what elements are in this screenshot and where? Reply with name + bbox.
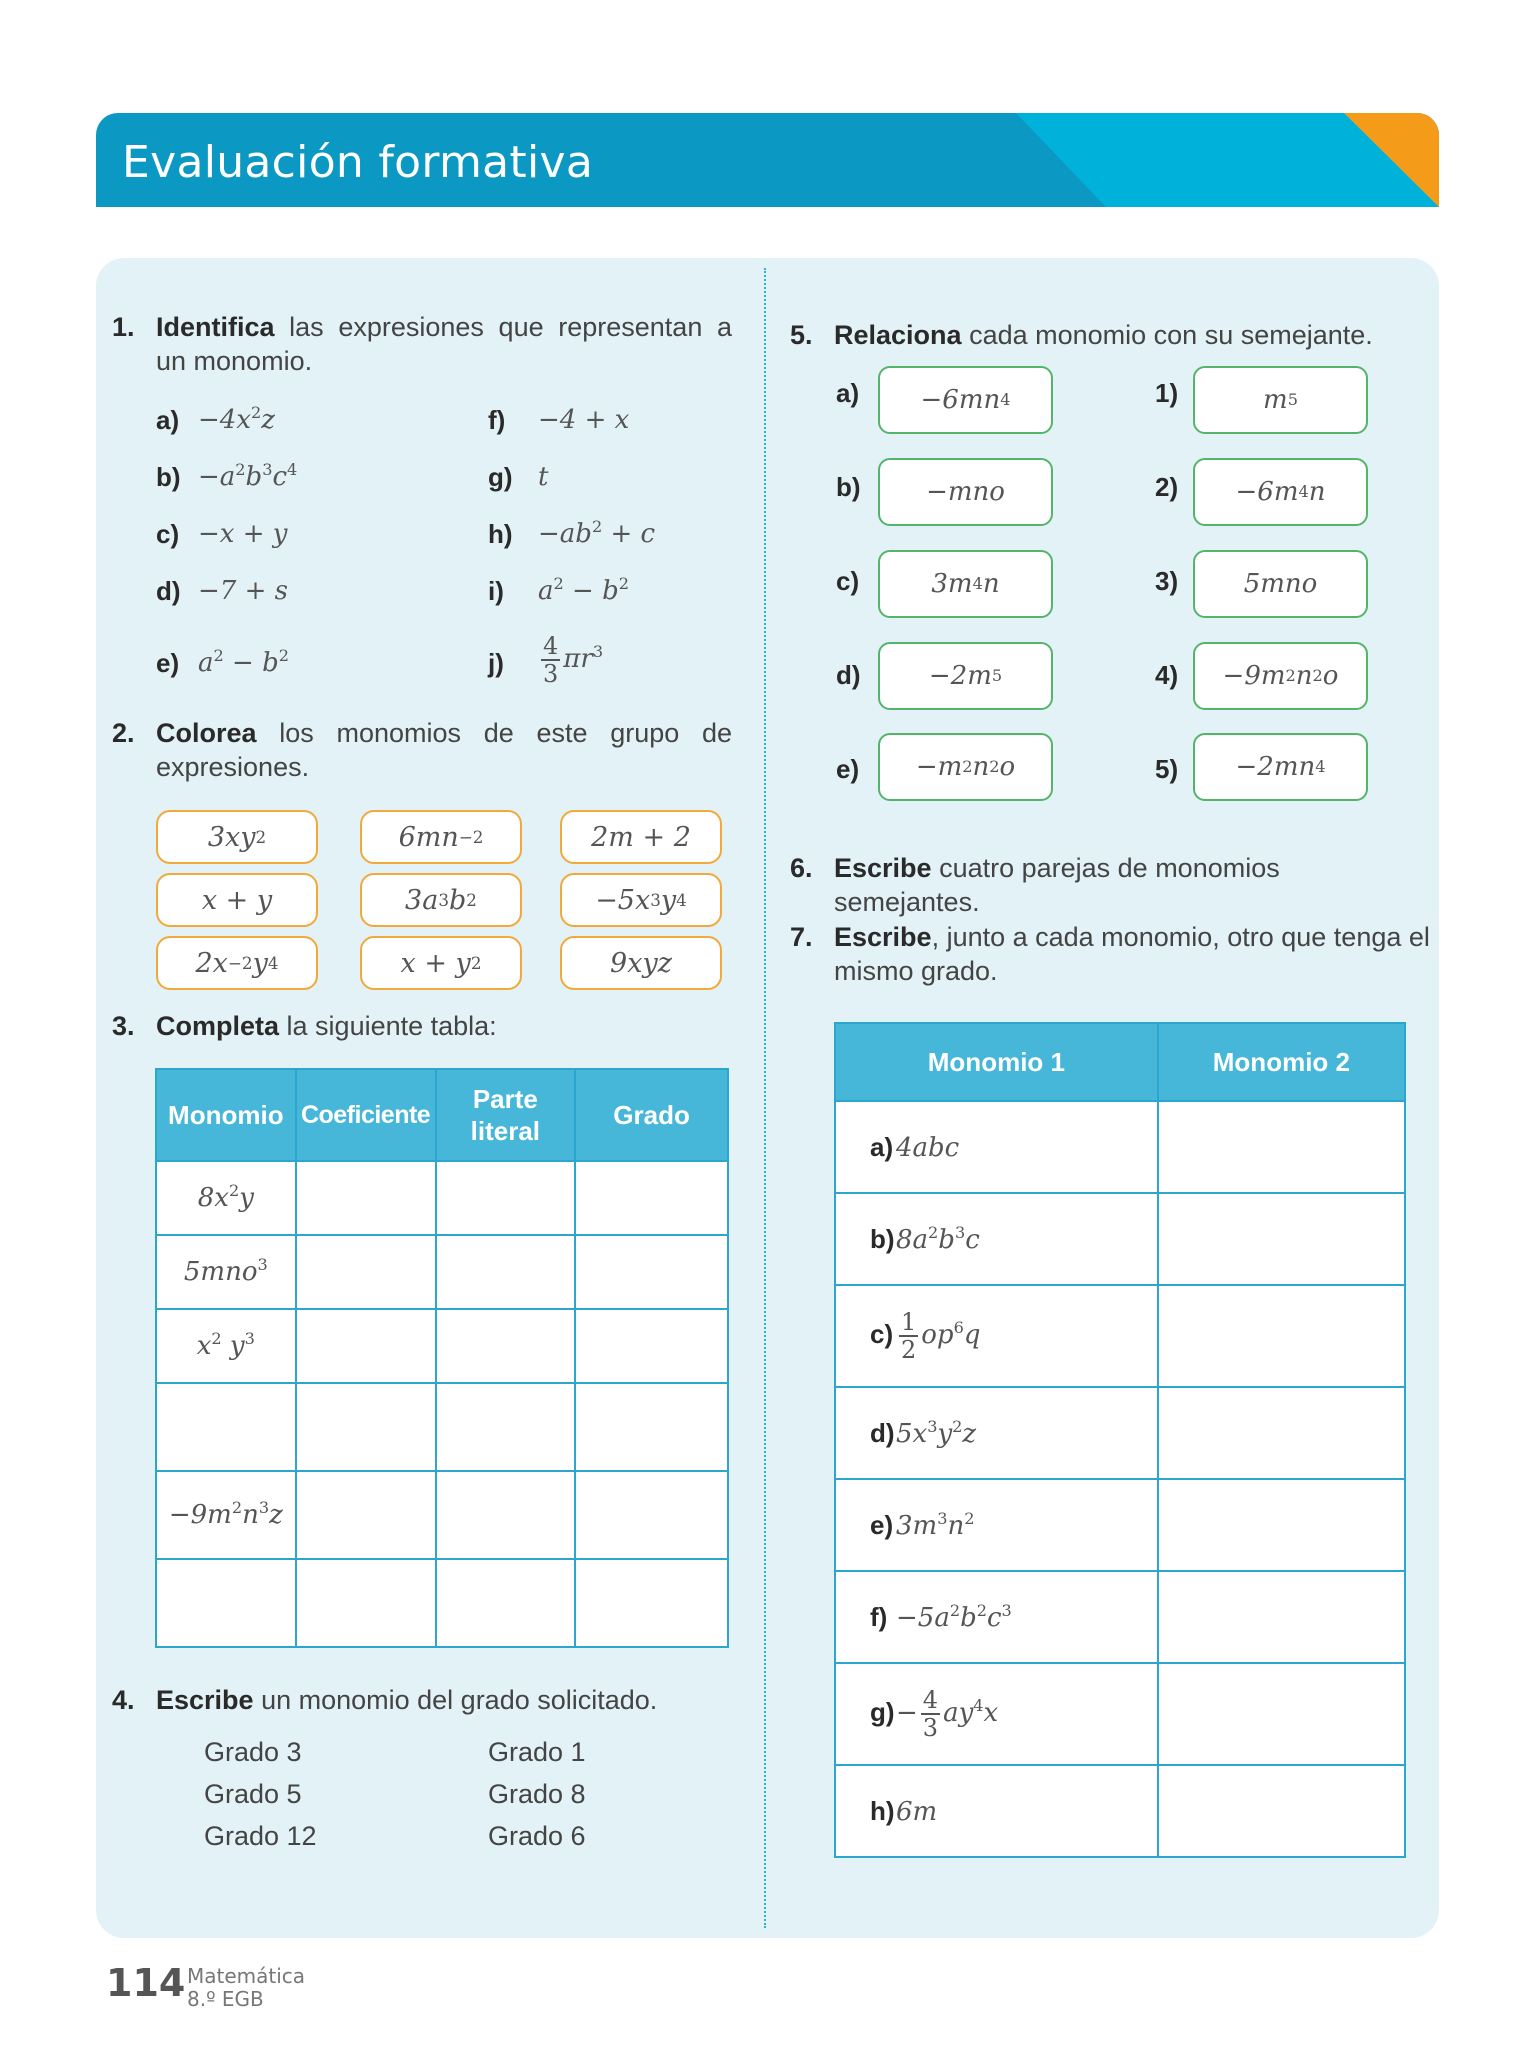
grado-item: Grado 6	[488, 1821, 586, 1851]
color-box-1[interactable]: 3xy 2	[156, 810, 318, 864]
table-row: e) $3m^3n^2$	[835, 1479, 1405, 1571]
table-q3	[155, 1068, 729, 1648]
table-row	[156, 1471, 728, 1559]
expr-1f: −4 + x	[538, 405, 630, 435]
answer-cell[interactable]	[1158, 1193, 1405, 1285]
page-number: 114	[106, 1961, 186, 2005]
q2-text: los monomios de este grupo de expresiones.	[156, 718, 732, 782]
answer-cell[interactable]	[575, 1471, 728, 1559]
answer-cell[interactable]	[575, 1161, 728, 1235]
answer-cell[interactable]	[1158, 1663, 1405, 1765]
subject-label: Matemática	[187, 1964, 306, 1988]
dua-subtitle: Acción y expresión	[1070, 50, 1310, 80]
match-right-5[interactable]: −2mn 4	[1193, 733, 1368, 801]
monomio-1-value: 4abc	[896, 1132, 960, 1163]
answer-cell[interactable]	[575, 1559, 728, 1647]
grade-label: 8.º EGB	[187, 1987, 264, 2011]
color-box-7[interactable]: 2x −2 y 4	[156, 936, 318, 990]
match-left-b[interactable]: −mno	[878, 458, 1053, 526]
answer-cell[interactable]	[1158, 1571, 1405, 1663]
answer-cell[interactable]	[296, 1383, 436, 1471]
header-grado: Grado	[575, 1069, 728, 1161]
table-row: h)6m	[835, 1765, 1405, 1857]
question-1: 1. Identifica las expresiones que representan a un monomio.	[112, 312, 732, 376]
monomio-1-value: $8a^2b^3c$	[896, 1222, 980, 1255]
monomio-1-value: $5x^3y^2z$	[896, 1416, 977, 1449]
table-row: $d)5x^3y^2z$	[835, 1387, 1405, 1479]
grado-item: Grado 5	[204, 1779, 302, 1809]
color-box-3[interactable]: 2m + 2	[560, 810, 722, 864]
q1-text: las expresiones que representan a un monomio.	[156, 312, 732, 376]
answer-cell[interactable]	[436, 1383, 576, 1471]
grado-item: Grado 1	[488, 1737, 586, 1767]
answer-cell[interactable]	[156, 1383, 296, 1471]
color-box-5[interactable]: 3a 3 b 2	[360, 873, 522, 927]
table-row: c) $\frac{1}{2}$ $op^6q$	[835, 1285, 1405, 1387]
answer-cell[interactable]	[575, 1383, 728, 1471]
expr-1d: −7 + s	[198, 576, 288, 606]
question-5: 5. Relaciona cada monomio con su semejante.	[790, 320, 1373, 350]
expr-1j: $\frac{4}{3}$ $\pi r^3$	[543, 632, 604, 688]
expr-1i: $a^2 - b^2$	[538, 574, 629, 606]
answer-cell[interactable]	[1158, 1479, 1405, 1571]
color-box-4[interactable]: x + y	[156, 873, 318, 927]
dua-label: DUA	[1197, 10, 1263, 43]
answer-cell[interactable]	[1158, 1765, 1405, 1857]
monomio-1-value: 6m	[896, 1796, 938, 1827]
answer-cell[interactable]	[436, 1471, 576, 1559]
monomio-1-value: $3m^3n^2$	[896, 1508, 975, 1541]
answer-cell[interactable]	[296, 1235, 436, 1309]
match-left-d[interactable]: −2m 5	[878, 642, 1053, 710]
match-left-c[interactable]: 3m 4 n	[878, 550, 1053, 618]
table-row: $f) -5a^2b^2c^3$	[835, 1571, 1405, 1663]
table-row: g)− $\frac{4}{3}$ $ay^4x$	[835, 1663, 1405, 1765]
answer-cell[interactable]	[436, 1161, 576, 1235]
answer-cell[interactable]	[575, 1235, 728, 1309]
q3-text: la siguiente tabla:	[279, 1011, 497, 1041]
match-right-1[interactable]: m 5	[1193, 366, 1368, 434]
expr-1h: $-ab^2 + c$	[538, 517, 656, 549]
q6-verb: Escribe	[834, 853, 932, 883]
question-3: 3. Completa la siguiente tabla:	[112, 1011, 497, 1041]
monomio-1-value: − $\frac{4}{3}$ $ay^4x$	[896, 1686, 999, 1742]
question-4: 4. Escribe un monomio del grado solicitado.	[112, 1685, 658, 1715]
color-box-2[interactable]: 6mn −2	[360, 810, 522, 864]
monomio-1-value: $\frac{1}{2}$ $op^6q$	[901, 1308, 981, 1364]
answer-cell[interactable]	[296, 1471, 436, 1559]
table-row	[156, 1383, 728, 1471]
expr-1e: $a^2 - b^2$	[198, 646, 289, 678]
answer-cell[interactable]	[296, 1559, 436, 1647]
q1-verb: Identifica	[156, 312, 275, 342]
table-row	[156, 1161, 728, 1235]
q7-verb: Escribe	[834, 922, 932, 952]
answer-cell[interactable]	[1158, 1285, 1405, 1387]
question-6: 6. Escribe cuatro parejas de monomios semejantes.	[790, 853, 1280, 917]
answer-cell[interactable]	[436, 1235, 576, 1309]
answer-cell[interactable]	[436, 1559, 576, 1647]
expr-1c: −x + y	[198, 519, 288, 549]
monomio-1-value: $-5a^2b^2c^3$	[896, 1600, 1012, 1633]
answer-cell[interactable]	[436, 1309, 576, 1383]
grado-item: Grado 12	[204, 1821, 317, 1851]
column-divider	[764, 268, 766, 1928]
table-row: a) 4abc	[835, 1101, 1405, 1193]
monomio-cell: $8x^2y$	[156, 1161, 296, 1235]
monomio-cell: $-9m^2n^3z$	[156, 1471, 296, 1559]
question-7: 7. Escribe, junto a cada monomio, otro que tenga el mismo grado.	[790, 922, 1430, 986]
color-box-9[interactable]: 9xyz	[560, 936, 722, 990]
grado-item: Grado 8	[488, 1779, 586, 1809]
q7-text: , junto a cada monomio, otro que tenga el mismo grado.	[834, 922, 1430, 986]
header-parte-literal: Parte literal	[436, 1069, 576, 1161]
q6-text: cuatro parejas de monomios semejantes.	[834, 853, 1280, 917]
match-left-a[interactable]: −6mn 4	[878, 366, 1053, 434]
answer-cell[interactable]	[156, 1559, 296, 1647]
q4-verb: Escribe	[156, 1685, 254, 1715]
header-monomio: Monomio	[156, 1069, 296, 1161]
monomio-cell: 5mno$^3$	[156, 1235, 296, 1309]
header-monomio-2: Monomio 2	[1158, 1023, 1405, 1101]
table-row: $b)8a^2b^3c$	[835, 1193, 1405, 1285]
answer-cell[interactable]	[1158, 1101, 1405, 1193]
table-row	[156, 1559, 728, 1647]
expr-1b: $-a^2b^3c^4$	[198, 460, 298, 492]
expr-1a: $-4x^2z$	[198, 403, 275, 435]
color-box-8[interactable]: x + y 2	[360, 936, 522, 990]
header-monomio-1: Monomio 1	[835, 1023, 1158, 1101]
color-box-6[interactable]: −5x 3 y 4	[560, 873, 722, 927]
monomio-cell: $x^2$ $y^3$	[156, 1309, 296, 1383]
table-row	[156, 1309, 728, 1383]
question-2: 2. Colorea los monomios de este grupo de expresiones.	[112, 718, 732, 782]
q3-verb: Completa	[156, 1011, 280, 1041]
page-title: Evaluación formativa	[122, 137, 594, 188]
match-right-3[interactable]: 5mno	[1193, 550, 1368, 618]
answer-cell[interactable]	[575, 1309, 728, 1383]
match-left-e[interactable]: −m 2 n 2 o	[878, 733, 1053, 801]
q5-verb: Relaciona	[834, 320, 962, 350]
section-header	[96, 113, 1439, 207]
answer-cell[interactable]	[296, 1161, 436, 1235]
q5-text: cada monomio con su semejante.	[961, 320, 1373, 350]
grado-item: Grado 3	[204, 1737, 302, 1767]
table-q7	[834, 1022, 1406, 1858]
table-row	[156, 1235, 728, 1309]
answer-cell[interactable]	[1158, 1387, 1405, 1479]
match-right-2[interactable]: −6m 4 n	[1193, 458, 1368, 526]
answer-cell[interactable]	[296, 1309, 436, 1383]
match-right-4[interactable]: −9m 2 n 2 o	[1193, 642, 1368, 710]
q4-text: un monomio del grado solicitado.	[253, 1685, 658, 1715]
q2-verb: Colorea	[156, 718, 257, 748]
header-coeficiente: Coeficiente	[296, 1069, 436, 1161]
expr-1g: t	[538, 462, 549, 492]
